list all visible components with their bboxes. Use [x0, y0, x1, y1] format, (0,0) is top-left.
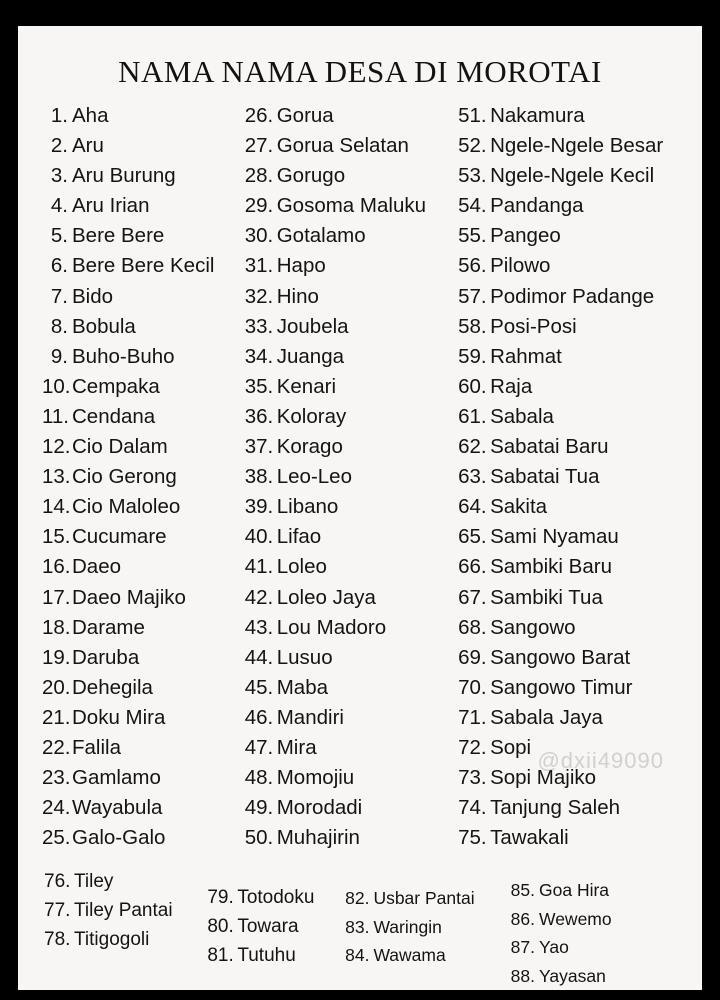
list-item: [245, 226, 454, 247]
list-item-label: Daruba: [72, 645, 140, 669]
list-item-number: 31.: [244, 254, 274, 278]
list-item: [458, 527, 682, 548]
list-item-label: Buho-Buho: [72, 344, 175, 368]
list-item: [244, 675, 454, 699]
list-item: [458, 106, 682, 127]
list-item: [509, 939, 684, 957]
list-item-number: 13.: [42, 465, 71, 489]
list-item-number: 49.: [244, 796, 274, 820]
list-item: [244, 705, 454, 729]
list-item-label: Gosoma Maluku: [276, 194, 426, 218]
list-item: [42, 196, 237, 217]
watermark: @dxii49090: [537, 748, 664, 773]
list-item: [44, 901, 207, 920]
list-item-number: 33.: [244, 314, 274, 338]
list-item-number: 9.: [50, 344, 68, 368]
list-item: [343, 916, 499, 937]
list-item: [244, 404, 454, 428]
list-item-label: Daeo Majiko: [72, 585, 186, 609]
list-item: [42, 615, 237, 639]
list-item: [245, 798, 454, 819]
list-item-label: Bere Bere Kecil: [72, 254, 215, 278]
list-item-number: 53.: [458, 164, 487, 188]
list-item-label: Tutuhu: [237, 945, 296, 967]
bottom-list-column-3: [343, 872, 499, 976]
list-item: [42, 768, 237, 789]
list-item-number: 73.: [458, 766, 487, 790]
list-item-label: Morodadi: [276, 796, 363, 820]
list-item: [207, 888, 343, 907]
list-item-number: 28.: [244, 164, 274, 188]
list-item-label: Cio Gerong: [72, 465, 177, 489]
list-item-label: Sopi: [490, 735, 532, 759]
list-item-label: Nakamura: [490, 104, 585, 127]
list-item: [42, 136, 237, 157]
list-item-label: Daeo: [72, 555, 122, 579]
list-item-label: Bobula: [72, 314, 136, 338]
list-item-label: Bere Bere: [72, 224, 165, 248]
list-item-label: Pandanga: [490, 194, 584, 218]
list-item-number: 56.: [458, 254, 487, 278]
list-item-label: Gorugo: [276, 164, 346, 188]
list-item-label: Lusuo: [276, 645, 333, 669]
list-item-number: 84.: [345, 945, 370, 966]
list-item-label: Loleo Jaya: [276, 585, 376, 609]
list-item: [244, 615, 454, 639]
list-item-number: 16.: [42, 555, 71, 579]
list-item-number: 69.: [458, 645, 487, 669]
list-item-number: 19.: [42, 645, 71, 669]
list-item-number: 21.: [42, 705, 71, 729]
list-item-number: 50.: [244, 826, 274, 850]
list-item-number: 18.: [42, 615, 71, 639]
list-item-label: Gamlamo: [72, 766, 161, 790]
list-item-number: 41.: [244, 555, 274, 579]
list-item: [42, 798, 237, 819]
bottom-list-column-1: [44, 872, 207, 959]
list-item-number: 36.: [244, 404, 274, 428]
list-item-label: Sambiki Baru: [490, 555, 612, 579]
list-item-label: Pangeo: [490, 224, 561, 248]
list-item: [458, 314, 682, 338]
list-item-label: Lifao: [276, 525, 322, 549]
list-item-label: Mira: [276, 735, 317, 759]
list-item-label: Maba: [276, 675, 329, 699]
list-item: [458, 226, 682, 247]
list-item-number: 51.: [458, 104, 487, 127]
list-item: [458, 256, 682, 277]
list-item-label: Cempaka: [72, 374, 160, 398]
list-item-label: Dehegila: [72, 675, 153, 699]
list-item-number: 77.: [44, 900, 71, 922]
list-item-number: 37.: [244, 435, 274, 459]
list-item-label: Falila: [72, 735, 121, 759]
list-item-label: Darame: [72, 615, 145, 639]
list-item: [244, 344, 454, 368]
list-item: [244, 645, 454, 669]
list-item-number: 44.: [244, 645, 274, 669]
list-item-label: Libano: [276, 495, 339, 519]
list-item-label: Aha: [72, 104, 109, 127]
list-item: [245, 166, 454, 187]
list-item-number: 43.: [244, 615, 274, 639]
list-item-number: 58.: [458, 314, 487, 338]
list-item-label: Posi-Posi: [490, 314, 577, 338]
list-item-label: Sakita: [490, 495, 548, 519]
list-item-label: Cendana: [72, 404, 156, 428]
list-item-label: Sabatai Tua: [490, 465, 600, 489]
document-sheet: [18, 26, 702, 990]
list-item-number: 30.: [244, 224, 274, 248]
list-item-label: Mandiri: [276, 705, 344, 729]
list-item-number: 68.: [458, 615, 487, 639]
list-item: [245, 106, 454, 127]
list-item-number: 81.: [207, 945, 234, 967]
list-item: [458, 675, 682, 699]
list-item-label: Sami Nyamau: [490, 525, 619, 549]
list-item-number: 2.: [50, 134, 68, 158]
list-item: [207, 917, 343, 936]
page-title: NAMA NAMA DESA DI MOROTAI: [118, 54, 602, 89]
list-item-number: 72.: [458, 735, 487, 759]
list-item: [244, 374, 454, 398]
list-item: [42, 645, 237, 669]
list-item: [458, 166, 682, 187]
list-item-number: 6.: [50, 254, 68, 278]
list-item-number: 38.: [244, 465, 274, 489]
list-item-number: 22.: [42, 735, 71, 759]
list-item: [245, 828, 454, 849]
list-item: [509, 908, 684, 929]
list-item-number: 12.: [42, 435, 71, 459]
list-item: [244, 585, 454, 609]
list-item-label: Wawama: [373, 945, 446, 966]
list-item: [245, 136, 454, 157]
list-item: [42, 675, 237, 699]
list-item-label: Wayabula: [72, 796, 163, 820]
list-item-label: Hapo: [276, 254, 326, 278]
list-item-label: Galo-Galo: [72, 826, 166, 850]
list-item: [509, 965, 684, 986]
list-item: [42, 705, 237, 729]
list-item-label: Aru Irian: [72, 194, 150, 218]
list-item-number: 80.: [207, 916, 234, 938]
list-item-number: 29.: [244, 194, 274, 218]
list-column-1: [42, 106, 237, 858]
list-item-number: 4.: [50, 194, 68, 218]
list-item-label: Titigogoli: [74, 929, 150, 951]
list-item-label: Waringin: [373, 916, 442, 937]
list-item-label: Juanga: [276, 344, 344, 368]
list-item: [458, 828, 682, 849]
village-list-columns: [32, 106, 688, 858]
list-item: [244, 314, 454, 338]
list-item-number: 55.: [458, 224, 487, 248]
list-item: [458, 585, 682, 609]
list-item: [42, 467, 237, 488]
list-item: [245, 768, 454, 789]
list-item-number: 64.: [458, 495, 487, 519]
list-item: [245, 557, 454, 578]
list-item-number: 66.: [458, 555, 487, 579]
list-item-label: Momojiu: [276, 766, 355, 790]
list-item: [458, 437, 682, 458]
list-item: [42, 404, 237, 428]
list-item-number: 60.: [458, 374, 487, 398]
list-item-label: Tawakali: [490, 826, 569, 850]
list-item-number: 25.: [42, 826, 71, 850]
list-item-label: Koloray: [276, 404, 347, 428]
list-item-number: 1.: [50, 104, 68, 127]
list-item-number: 57.: [458, 284, 487, 308]
list-item-number: 40.: [244, 525, 274, 549]
list-item: [458, 768, 682, 789]
list-item: [458, 344, 682, 368]
list-item: [458, 467, 682, 488]
list-item-label: Hino: [276, 284, 319, 308]
list-item: [458, 615, 682, 639]
list-item-number: 23.: [42, 766, 71, 790]
bottom-list-column-4: [499, 872, 684, 990]
list-item: [44, 872, 207, 891]
list-item-label: Usbar Pantai: [373, 888, 475, 909]
list-item-label: Sangowo: [490, 615, 576, 639]
list-item-label: Aru: [72, 134, 104, 158]
list-item-number: 75.: [458, 826, 487, 850]
list-item: [42, 527, 237, 548]
list-item-number: 14.: [42, 495, 71, 519]
list-item-label: Gorua Selatan: [276, 134, 409, 158]
list-item-number: 54.: [458, 194, 487, 218]
list-item-label: Towara: [237, 916, 299, 938]
list-item: [458, 798, 682, 819]
list-item-number: 82.: [345, 888, 370, 909]
list-item-number: 11.: [42, 404, 69, 428]
list-item-number: 45.: [244, 675, 274, 699]
village-list-bottom-columns: [32, 858, 688, 990]
list-item: [245, 467, 454, 488]
bottom-list-column-2: [207, 872, 343, 975]
list-item-label: Sabala: [490, 404, 554, 428]
list-item-label: Ngele-Ngele Besar: [490, 134, 664, 158]
list-item-number: 79.: [207, 887, 234, 909]
list-item-number: 20.: [42, 675, 71, 699]
list-item-number: 5.: [50, 224, 68, 248]
list-item-number: 32.: [244, 284, 274, 308]
list-item-label: Muhajirin: [276, 826, 360, 850]
list-item: [42, 344, 237, 368]
list-item: [42, 166, 237, 187]
list-item: [458, 705, 682, 729]
list-item-number: 7.: [50, 284, 68, 308]
list-item-label: Joubela: [276, 314, 349, 338]
list-item-label: Cucumare: [72, 525, 167, 549]
list-item-label: Bido: [72, 284, 114, 308]
list-item-label: Sambiki Tua: [490, 585, 603, 609]
list-item: [458, 557, 682, 578]
list-item-number: 86.: [510, 908, 535, 929]
list-item-label: Cio Maloleo: [72, 495, 181, 519]
list-item-label: Yao: [539, 937, 569, 958]
list-item: [42, 374, 237, 398]
list-item: [458, 136, 682, 157]
list-item-number: 52.: [458, 134, 487, 158]
list-item-number: 70.: [458, 675, 487, 699]
list-item-number: 85.: [510, 880, 535, 901]
list-item-number: 63.: [458, 465, 487, 489]
list-column-2: [237, 106, 454, 858]
list-item-number: 78.: [44, 929, 71, 951]
list-item-number: 47.: [244, 735, 274, 759]
list-item-number: 15.: [42, 525, 71, 549]
list-item: [42, 106, 237, 127]
list-item: [343, 890, 499, 908]
list-item: [458, 404, 682, 428]
list-item-label: Sopi Majiko: [490, 766, 597, 790]
list-item: [458, 374, 682, 398]
list-item: [458, 735, 682, 759]
list-column-3: [454, 106, 682, 858]
list-item-label: Gotalamo: [276, 224, 366, 248]
list-item-label: Aru Burung: [72, 164, 176, 188]
list-item: [245, 527, 454, 548]
list-item-number: 61.: [458, 404, 487, 428]
list-item-number: 24.: [42, 796, 71, 820]
list-item: [458, 497, 682, 518]
list-item-label: Doku Mira: [72, 705, 166, 729]
list-item-number: 76.: [44, 871, 71, 893]
list-item-number: 62.: [458, 435, 487, 459]
list-item: [245, 497, 454, 518]
list-item-label: Totodoku: [237, 887, 315, 909]
list-item-label: Leo-Leo: [276, 465, 352, 489]
list-item-label: Tanjung Saleh: [490, 796, 620, 820]
list-item-number: 26.: [244, 104, 274, 127]
list-item-label: Goa Hira: [539, 880, 610, 901]
list-item: [42, 585, 237, 609]
list-item-label: Gorua: [276, 104, 334, 127]
list-item-label: Wewemo: [539, 908, 612, 929]
list-item-number: 59.: [458, 344, 487, 368]
list-item: [42, 735, 237, 759]
list-item-label: Sangowo Barat: [490, 645, 631, 669]
list-item-number: 87.: [510, 937, 535, 958]
list-item-number: 10.: [42, 374, 71, 398]
list-item: [343, 947, 499, 965]
list-item-number: 8.: [50, 314, 68, 338]
list-item-number: 39.: [244, 495, 274, 519]
list-item-label: Korago: [276, 435, 343, 459]
list-item: [42, 497, 237, 518]
list-item: [245, 256, 454, 277]
list-item-label: Yayasan: [539, 965, 606, 986]
list-item: [244, 735, 454, 759]
list-item: [42, 437, 237, 458]
list-item-number: 74.: [458, 796, 487, 820]
list-item-number: 17.: [42, 585, 71, 609]
list-item-label: Tiley: [74, 871, 114, 893]
list-item-number: 67.: [458, 585, 487, 609]
list-item: [42, 557, 237, 578]
list-item-label: Kenari: [276, 374, 336, 398]
list-item-label: Raja: [490, 374, 533, 398]
list-item: [42, 828, 237, 849]
list-item: [245, 437, 454, 458]
list-item: [42, 284, 237, 308]
list-item: [42, 314, 237, 338]
list-item-label: Ngele-Ngele Kecil: [490, 164, 655, 188]
list-item-number: 65.: [458, 525, 487, 549]
list-item-label: Podimor Padange: [490, 284, 655, 308]
list-item: [42, 226, 237, 247]
list-item-label: Lou Madoro: [276, 615, 387, 639]
list-item-number: 71.: [458, 705, 487, 729]
list-item: [42, 256, 237, 277]
list-item: [458, 284, 682, 308]
list-item-number: 27.: [244, 134, 274, 158]
list-item-number: 83.: [345, 916, 370, 937]
list-item-number: 3.: [50, 164, 68, 188]
list-item-number: 42.: [244, 585, 274, 609]
list-item: [245, 196, 454, 217]
list-item: [244, 284, 454, 308]
list-item-number: 48.: [244, 766, 274, 790]
list-item-number: 35.: [244, 374, 274, 398]
list-item-label: Sangowo Timur: [490, 675, 633, 699]
list-item-label: Sabala Jaya: [490, 705, 603, 729]
list-item-number: 34.: [244, 344, 274, 368]
list-item-label: Loleo: [276, 555, 327, 579]
list-item-number: 88.: [510, 965, 535, 986]
list-item-label: Sabatai Baru: [490, 435, 609, 459]
list-item-label: Cio Dalam: [72, 435, 168, 459]
list-item-number: 46.: [244, 705, 274, 729]
list-item: [458, 645, 682, 669]
list-item: [44, 930, 207, 949]
list-item: [509, 882, 684, 900]
list-item-label: Tiley Pantai: [74, 900, 173, 922]
list-item: [458, 196, 682, 217]
list-item-label: Pilowo: [490, 254, 551, 278]
list-item-label: Rahmat: [490, 344, 562, 368]
list-item: [207, 946, 343, 965]
